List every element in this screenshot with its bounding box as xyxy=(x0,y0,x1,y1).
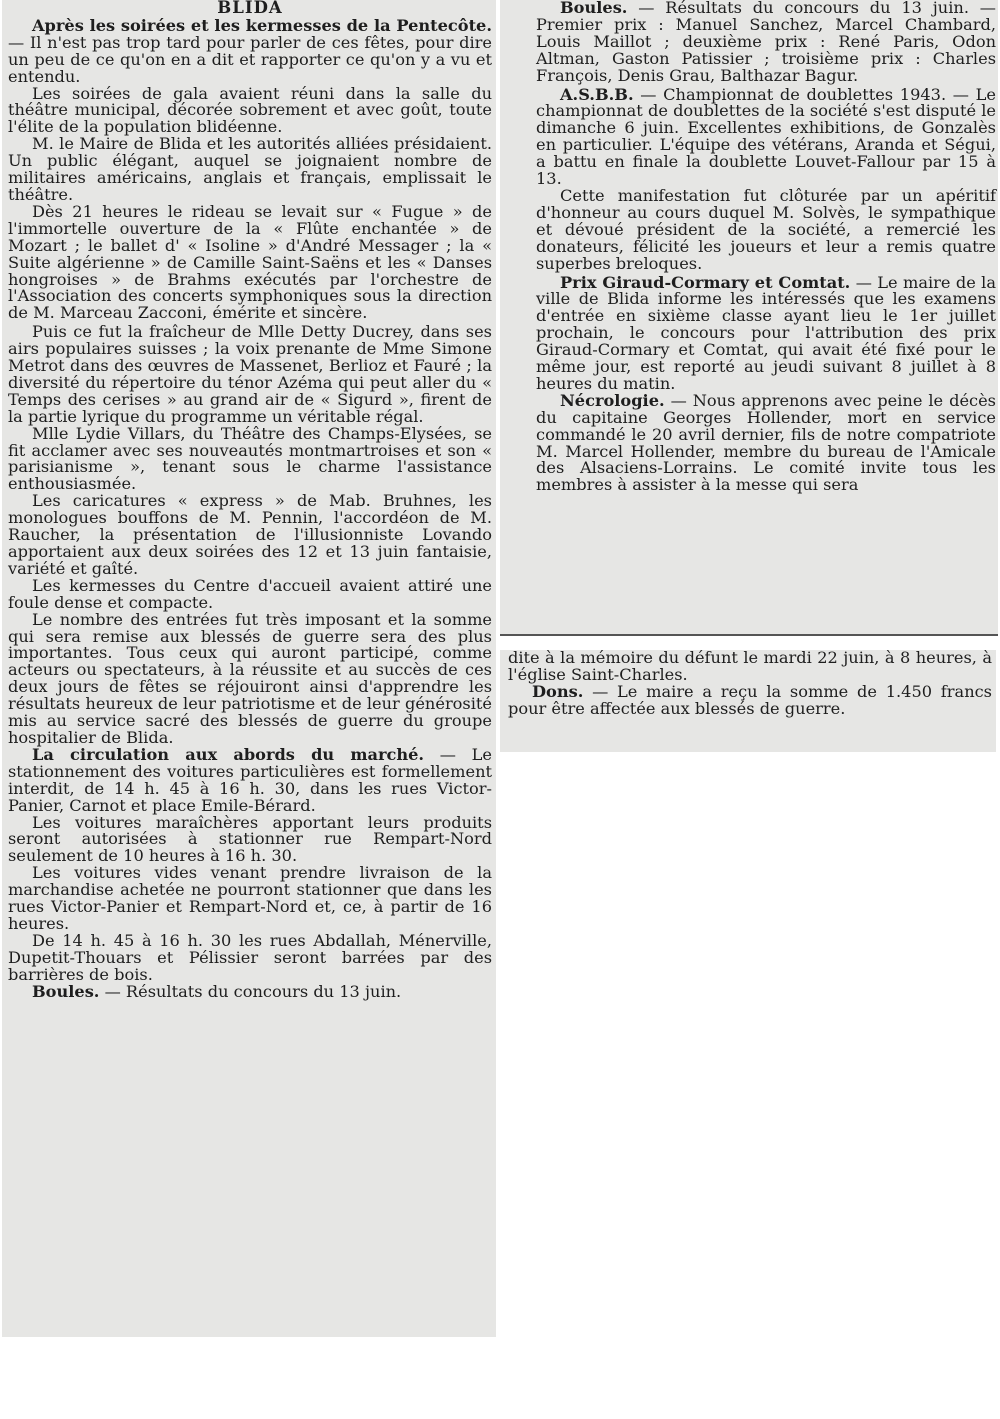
paragraph-text: — Résultats du concours du 13 juin. xyxy=(99,981,402,1001)
paragraph: M. le Maire de Blida et les autorités alliées présidaient. Un public élégant, auquel se joignaient nombre de militaires américains, anglais et français, emplissait le théâtre. xyxy=(8,134,492,204)
left-column xyxy=(2,0,496,1337)
paragraph: Puis ce fut la fraîcheur de Mlle Detty Ducrey, dans ses airs populaires suisses ; la voix prenante de Mme Simone Metrot dans des œuvres de Massenet, Berlioz et Fauré ; la diversité du répertoire du ténor Azéma qui peut aller du « Temps des cerises » au grand air de « Sigurd », firent de la partie lyrique du programme un véritable régal. xyxy=(8,322,492,426)
paragraph: dite à la mémoire du défunt le mardi 22 juin, à 8 heures, à l'église Saint-Charles. xyxy=(508,650,992,684)
paragraph xyxy=(8,744,492,815)
paragraph: Mlle Lydie Villars, du Théâtre des Champs-Elysées, se fit acclamer avec ses nouveautés montmartroises et son « parisianisme », tenant sous le charme l'assistance enthousiasmée. xyxy=(8,423,492,494)
paragraph-text: — Il n'est pas trop tard pour parler de ces fêtes, pour dire un peu de ce qu'on en a dit et rapporter ce qu'on y a vu et entendu. xyxy=(8,32,492,86)
paragraph: De 14 h. 45 à 16 h. 30 les rues Abdallah, Ménerville, Dupetit-Thouars et Pélissier seront barrées par des barrières de bois. xyxy=(8,930,492,984)
paragraph-text: — Résultats du concours du 13 juin. — Premier prix : Manuel Sanchez, Marcel Chambard, Louis Maillot ; deuxième prix : René Paris, Odon Altman, Gaston Patissier ; troisième prix : Charles François, Denis Grau, Balthazar Bagur. xyxy=(536,0,996,85)
paragraph xyxy=(536,272,996,393)
paragraph-text: — Le stationnement des voitures particulières est formellement interdit, de 14 h. 45 à 16 h. 30, dans les rues Victor-Panier, Carnot et place Emile-Bérard. xyxy=(8,744,492,815)
paragraph xyxy=(536,390,996,495)
paragraph-lead: Nécrologie. xyxy=(560,390,665,410)
paragraph-lead: Après les soirées et les kermesses de la Pentecôte. xyxy=(32,15,492,35)
paragraph: Les voitures vides venant prendre livraison de la marchandise achetée ne pourront stationner que dans les rues Victor-Panier et Rempart-Nord et, ce, à partir de 16 heures. xyxy=(8,863,492,933)
paragraph xyxy=(8,15,492,86)
paragraph-lead: Boules. xyxy=(560,0,628,17)
section-heading: BLIDA xyxy=(217,0,283,17)
continuation-column xyxy=(500,650,996,752)
paragraph: Les caricatures « express » de Mab. Bruhnes, les monologues bouffons de M. Pennin, l'accordéon de M. Raucher, la présentation de l'illusionniste Lovando apportaient aux deux soirées des 12 et 13 juin fantaisie, variété et gaîté. xyxy=(8,491,492,578)
paragraph: Le nombre des entrées fut très imposant et la somme qui sera remise aux blessés de guerre sera des plus importantes. Tous ceux qui auront participé, comme acteurs ou spectateurs, à la réussite et au succès de ces deux jours de fêtes se réjouiront ainsi d'apprendre les résultats heureux de leur patriotisme et de leur générosité mis au service sacré des blessés de guerre du groupe hospitalier de Blida. xyxy=(8,609,492,747)
paragraph-lead: Prix Giraud-Cormary et Comtat. xyxy=(560,272,851,292)
paragraph xyxy=(536,84,996,189)
paragraph xyxy=(508,681,992,718)
paragraph: Cette manifestation fut clôturée par un apéritif d'honneur au cours duquel M. Solvès, le sympathique et dévoué président de la société, a remercié les donateurs, félicité les joueurs et leur a remis quatre superbes breloques. xyxy=(536,185,996,273)
paragraph xyxy=(8,981,492,1001)
paragraph-lead: Dons. xyxy=(532,681,584,701)
paragraph: Les soirées de gala avaient réuni dans la salle du théâtre municipal, décorée sobrement et avec goût, toute l'élite de la population blidéenne. xyxy=(8,83,492,137)
paragraph: Les kermesses du Centre d'accueil avaient attiré une foule dense et compacte. xyxy=(8,575,492,612)
paragraph: Les voitures maraîchères apportant leurs produits seront autorisées à stationner rue Rempart-Nord seulement de 10 heures à 16 h. 30. xyxy=(8,812,492,866)
paragraph-text: — Championnat de doublettes 1943. — Le championnat de doublettes de la société s'est disputé le dimanche 6 juin. Excellentes exhibitions, de Gonzalès en particulier. L'équipe des vétérans, Aranda et Ségui, a battu en finale la doublette Louvet-Fallour par 15 à 13. xyxy=(536,84,996,189)
paragraph-text: — Le maire de la ville de Blida informe les intéressés que les examens d'entrée en sixième classe ayant lieu le 1er juillet prochain, le concours pour l'attribution des prix Giraud-Cormary et Comtat, qui avait été fixé pour le même jour, est reporté au jeudi suivant 8 juillet à 8 heures du matin. xyxy=(536,272,996,393)
paragraph-lead: A.S.B.B. xyxy=(560,84,634,104)
paragraph: Dès 21 heures le rideau se levait sur « Fugue » de l'immortelle ouverture de la « Flûte enchantée » de Mozart ; le ballet d' « Isoline » d'André Messager ; la « Suite algérienne » de Camille Saint-Saëns et les « Danses hongroises » de Brahms exécutés par l'orchestre de l'Association des concerts symphoniques sous la direction de M. Marceau Zacconi, émérite et sincère. xyxy=(8,201,492,323)
paragraph xyxy=(536,0,996,85)
right-column xyxy=(500,0,998,636)
paragraph-lead: La circulation aux abords du marché. xyxy=(32,744,425,764)
paragraph-text: — Le maire a reçu la somme de 1.450 francs pour être affectée aux blessés de guerre. xyxy=(508,681,992,718)
paragraph-lead: Boules. xyxy=(32,981,100,1001)
paragraph-text: — Nous apprenons avec peine le décès du capitaine Georges Hollender, mort en service commandé le 20 avril dernier, fils de notre compatriote M. Marcel Hollender, membre du bureau de l'Amicale des Alsaciens-Lorrains. Le comité invite tous les membres à assister à la messe qui sera xyxy=(536,390,996,495)
